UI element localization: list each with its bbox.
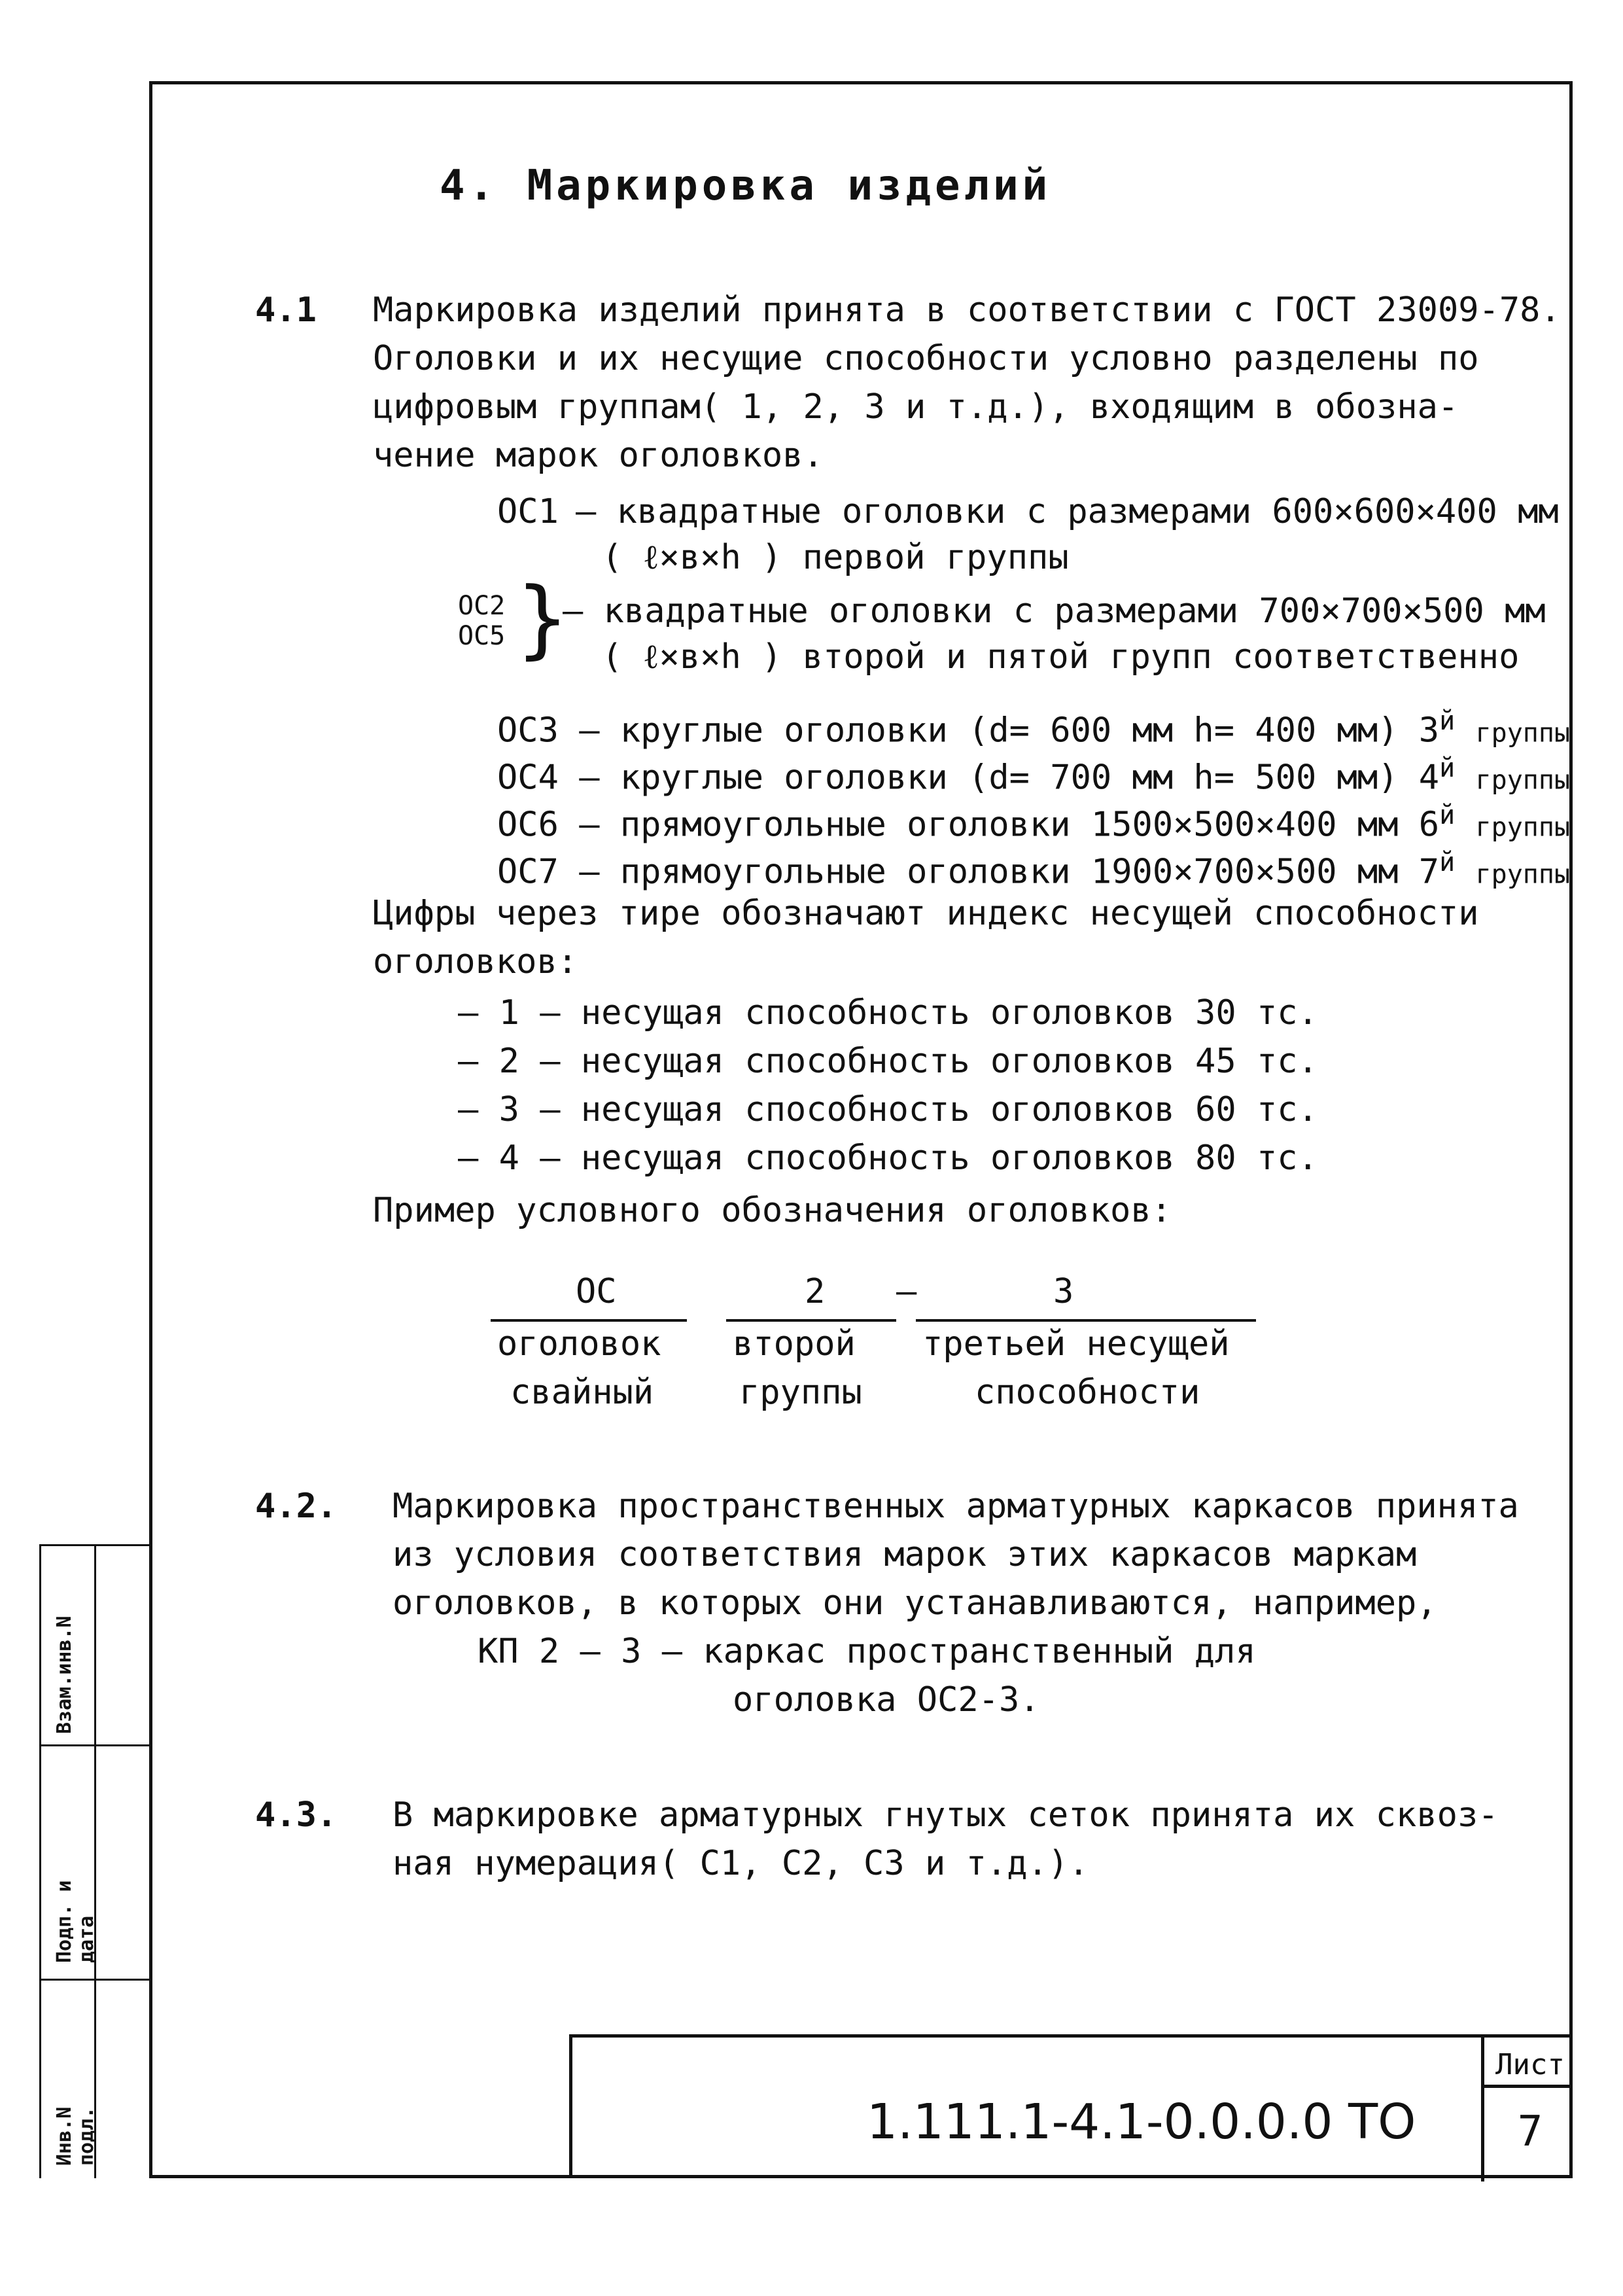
oc7-sup: й <box>1439 847 1456 877</box>
example-2: 2 <box>805 1272 826 1311</box>
capacity-3: – 3 – несущая способность оголовков 60 тс. <box>458 1090 1318 1129</box>
side-label-inv-orig: Инв.N подл. <box>53 2106 98 2166</box>
oc3-text: – круглые оголовки (d= 600 мм h= 400 мм) 3 <box>579 711 1440 751</box>
oc6-tail: группы <box>1475 812 1571 843</box>
oc7-row <box>497 840 1570 896</box>
oc5-code: ОС5 <box>458 621 506 651</box>
title-block <box>569 2034 1573 2178</box>
sheet-box <box>1481 2038 1573 2181</box>
oc1-text: – квадратные оголовки с размерами 600×600×400 мм <box>576 492 1559 531</box>
s41-line-3: цифровым группам( 1, 2, 3 и т.д.), входящим в обозна- <box>373 387 1459 427</box>
s42-line-3: оголовков, в которых они устанавливаются, например, <box>393 1583 1437 1623</box>
s42-line-4: КП 2 – 3 – каркас пространственный для <box>478 1632 1256 1671</box>
side-label-replace-inv: Взам.инв.N <box>53 1616 76 1734</box>
example-col1-a: оголовок <box>497 1324 661 1364</box>
s42-line-1: Маркировка пространственных арматурных каркасов принята <box>393 1487 1519 1526</box>
oc6-sup: й <box>1439 800 1456 830</box>
example-col2-b: группы <box>739 1373 862 1412</box>
example-dash: – <box>896 1272 917 1311</box>
oc3-tail: группы <box>1475 718 1571 749</box>
oc6-text: – прямоугольные оголовки 1500×500×400 мм 6 <box>579 805 1440 845</box>
s43-line-1: В маркировке арматурных гнутых сеток принята их сквоз- <box>393 1795 1499 1835</box>
oc2-code: ОС2 <box>458 591 506 621</box>
oc25-brace: } <box>517 569 568 668</box>
oc4-code: ОС4 <box>497 758 559 798</box>
side-strip <box>39 1544 149 2178</box>
example-col3-b: способности <box>975 1373 1200 1412</box>
oc25-text: – квадратные оголовки с размерами 700×700×500 мм <box>563 592 1546 631</box>
capacity-4: – 4 – несущая способность оголовков 80 тс. <box>458 1139 1318 1178</box>
oc1-code: ОС1 <box>497 492 559 531</box>
oc1-text-2: ( ℓ×в×h ) первой группы <box>602 538 1069 577</box>
section-4-1-number: 4.1 <box>255 291 317 330</box>
s41-line-2: Оголовки и их несущие способности условно разделены по <box>373 339 1479 378</box>
section-4-3-number: 4.3. <box>255 1795 338 1835</box>
digits-intro-1: Цифры через тире обозначают индекс несущей способности <box>373 894 1479 933</box>
oc7-tail: группы <box>1475 859 1571 890</box>
oc6-code: ОС6 <box>497 805 559 845</box>
capacity-1: – 1 – несущая способность оголовков 30 тс. <box>458 993 1318 1033</box>
section-heading: 4. Маркировка изделий <box>440 162 1052 210</box>
s43-line-2: ная нумерация( С1, С2, С3 и т.д.). <box>393 1844 1089 1883</box>
oc7-code: ОС7 <box>497 852 559 892</box>
oc4-text: – круглые оголовки (d= 700 мм h= 500 мм) 4 <box>579 758 1440 798</box>
sheet-label: Лист <box>1495 2048 1565 2081</box>
example-label: Пример условного обозначения оголовков: <box>373 1191 1172 1230</box>
section-4-2-number: 4.2. <box>255 1487 338 1526</box>
oc4-sup: й <box>1439 753 1456 783</box>
oc7-text: – прямоугольные оголовки 1900×700×500 мм 7 <box>579 852 1440 892</box>
s41-line-4: чение марок оголовков. <box>373 436 824 475</box>
example-oc: ОС <box>576 1272 617 1311</box>
side-label-sign-date: Подп. и дата <box>53 1880 98 1963</box>
sheet-number: 7 <box>1517 2108 1543 2156</box>
s41-line-1: Маркировка изделий принята в соответствии с ГОСТ 23009-78. <box>373 291 1561 330</box>
capacity-2: – 2 – несущая способность оголовков 45 тс. <box>458 1042 1318 1081</box>
s42-line-2: из условия соответствия марок этих каркасов маркам <box>393 1535 1417 1574</box>
example-col2-a: второй <box>733 1324 856 1364</box>
digits-intro-2: оголовков: <box>373 942 578 981</box>
oc4-tail: группы <box>1475 765 1571 796</box>
document-code: 1.111.1-4.1-0.0.0.0 ТО <box>867 2094 1416 2150</box>
example-3: 3 <box>1053 1272 1074 1311</box>
example-col1-b: свайный <box>510 1373 654 1412</box>
oc3-code: ОС3 <box>497 711 559 751</box>
oc3-sup: й <box>1439 706 1456 736</box>
oc25-text-2: ( ℓ×в×h ) второй и пятой групп соответственно <box>602 637 1520 677</box>
example-col3-a: третьей несущей <box>922 1324 1230 1364</box>
s42-line-5: оголовка ОС2-3. <box>733 1680 1040 1720</box>
